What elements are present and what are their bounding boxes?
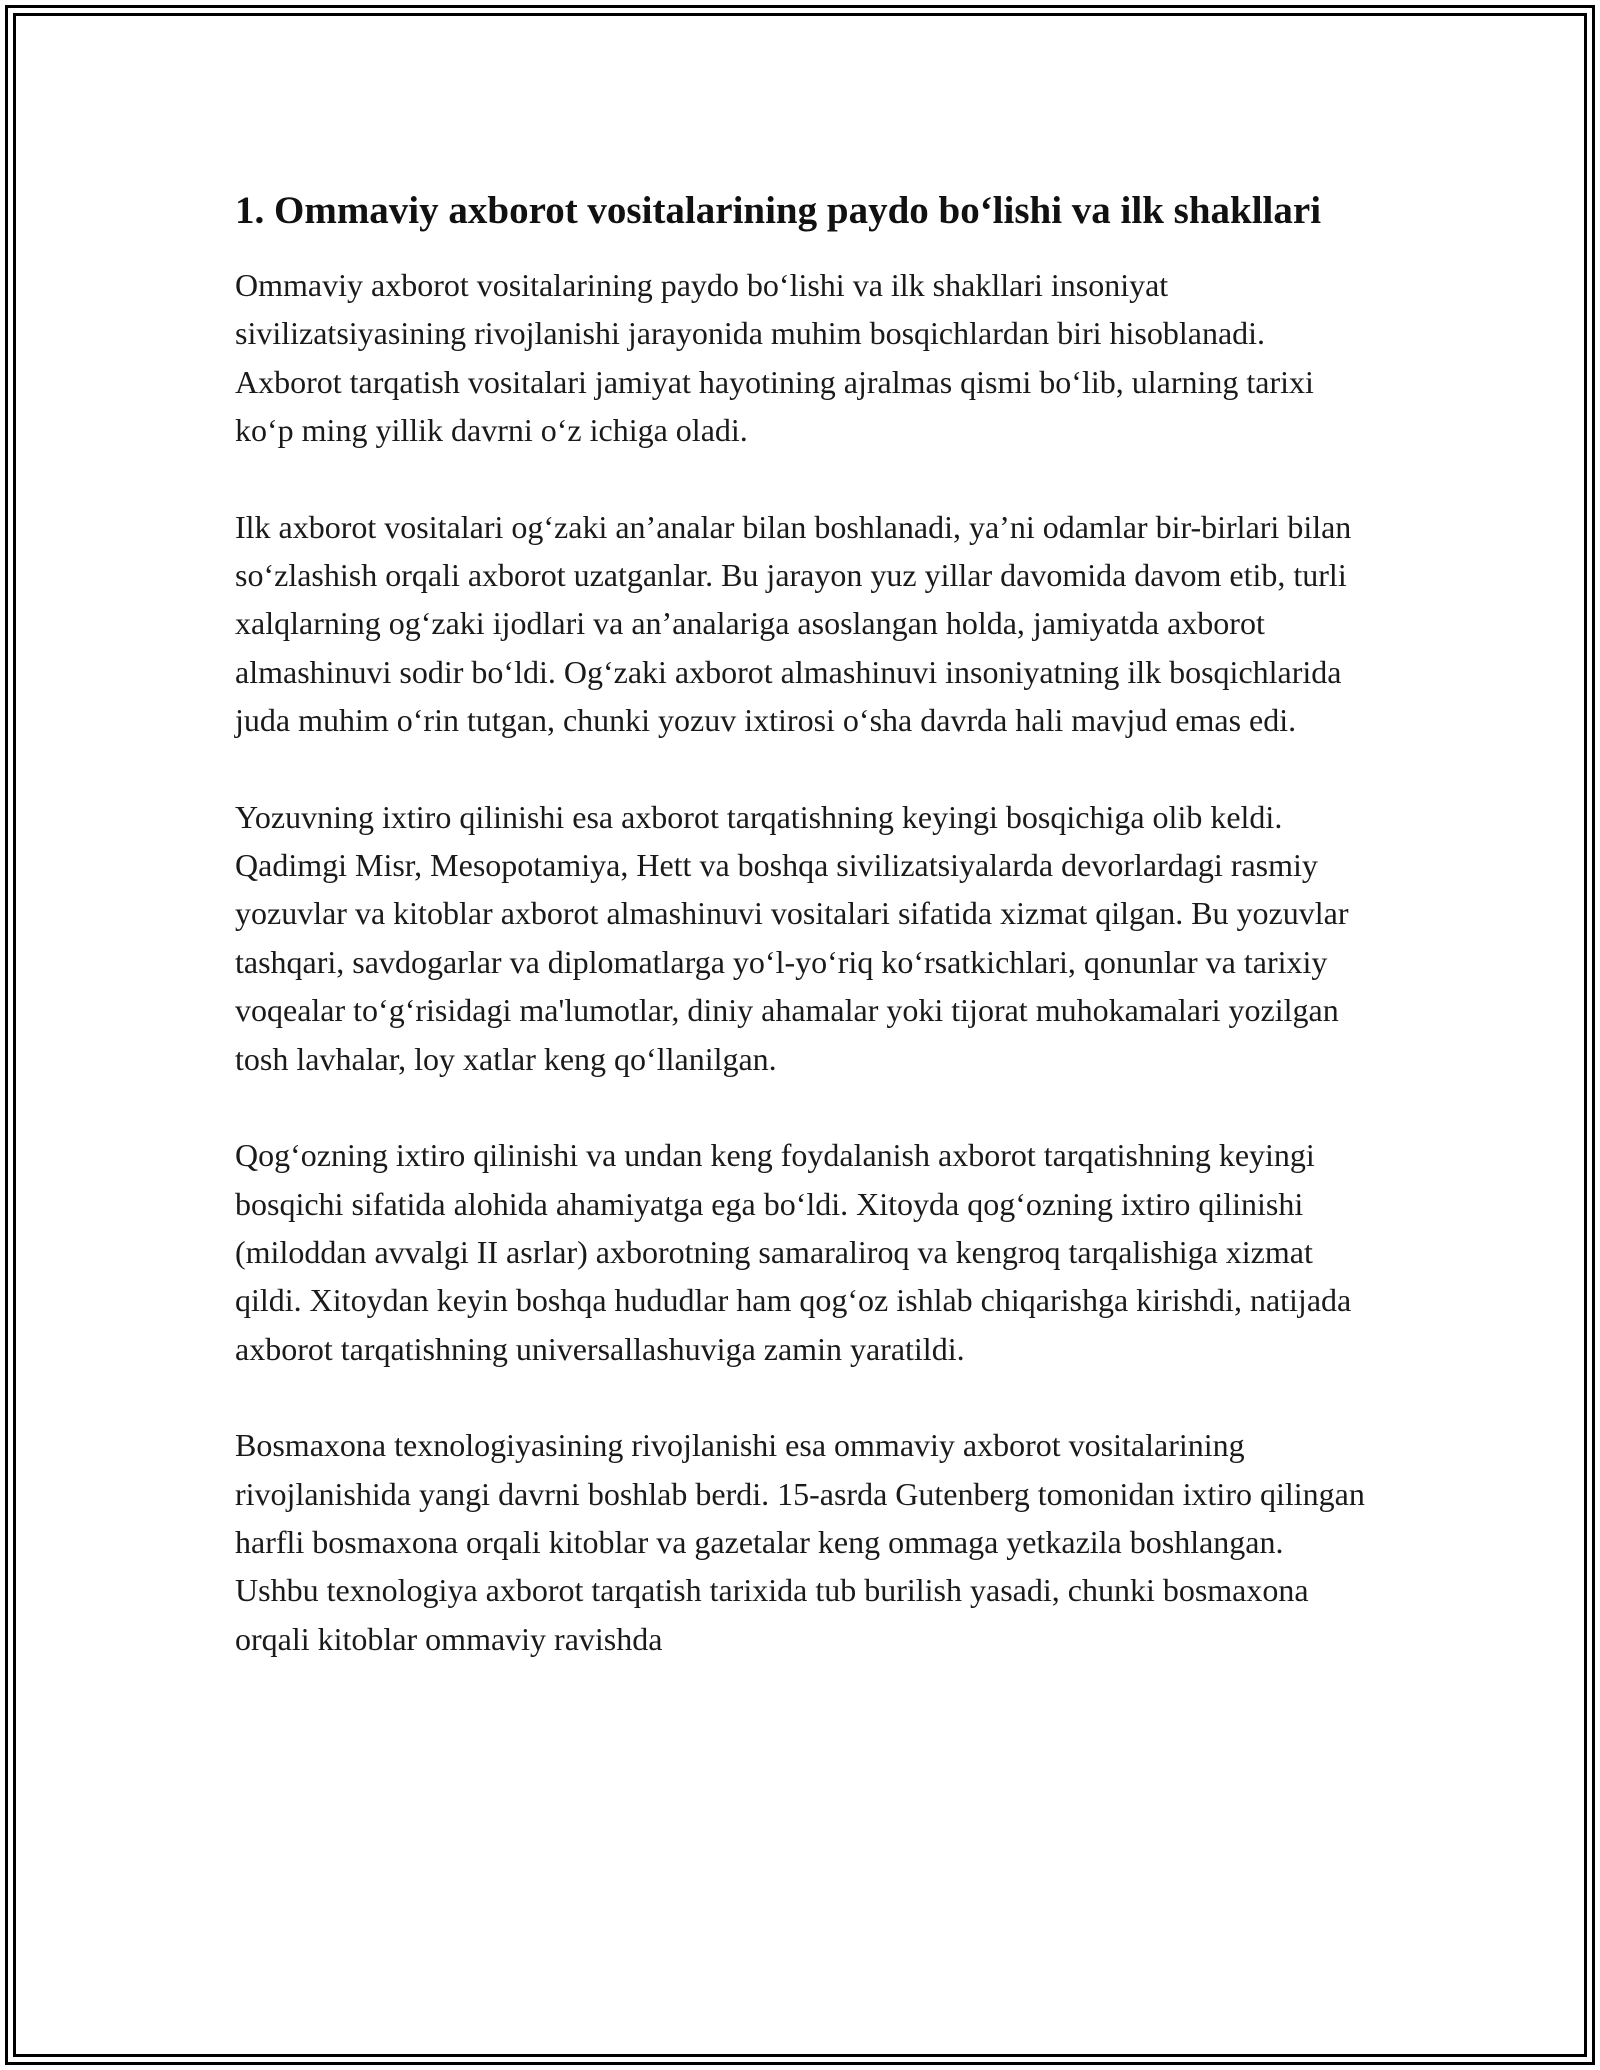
paragraph-3: Yozuvning ixtiro qilinishi esa axborot tarqatishning keyingi bosqichiga olib keldi. Qadimgi Misr, Mesopotamiya, Hett va boshqa sivilizatsiyalarda devorlardagi rasmiy yozuvlar va kitoblar axborot almashinuvi vositalari sifatida xizmat qilgan. Bu yozuvlar tashqari, savdogarlar va diplomatlarga yo‘l-yo‘riq ko‘rsatkichlari, qonunlar va tarixiy voqealar to‘g‘risidagi ma'lumotlar, diniy ahamalar yoki tijorat muhokamalari yozilgan tosh lavhalar, loy xatlar keng qo‘llanilgan. bbox=[235, 798, 1349, 1077]
section-heading: 1. Ommaviy axborot vositalarining paydo bo‘lishi va ilk shakllari bbox=[235, 189, 1322, 232]
paragraph-2: Ilk axborot vositalari og‘zaki an’analar bilan boshlanadi, ya’ni odamlar bir-birlari bilan so‘zlashish orqali axborot uzatganlar. Bu jarayon yuz yillar davomida davom etib, turli xalqlarning og‘zaki ijodlari va an’analariga asoslangan holda, jamiyatda axborot almashinuvi sodir bo‘ldi. Og‘zaki axborot almashinuvi insoniyatning ilk bosqichlarida juda muhim o‘rin tutgan, chunki yozuv ixtirosi o‘sha davrda hali mavjud emas edi. bbox=[235, 508, 1352, 739]
paragraph-4: Qog‘ozning ixtiro qilinishi va undan keng foydalanish axborot tarqatishning keyingi bosqichi sifatida alohida ahamiyatga ega bo‘ldi. Xitoyda qog‘ozning ixtiro qilinishi (miloddan avvalgi II asrlar) axborotning samaraliroq va kengroq tarqalishiga xizmat qildi. Xitoydan keyin boshqa hududlar ham qog‘oz ishlab chiqarishga kirishdi, natijada axborot tarqatishning universallashuviga zamin yaratildi. bbox=[235, 1137, 1352, 1367]
document-body bbox=[235, 184, 1370, 1711]
paragraph-1: Ommaviy axborot vositalarining paydo bo‘lishi va ilk shakllari insoniyat sivilizatsiyasining rivojlanishi jarayonida muhim bosqichlardan biri hisoblanadi. Axborot tarqatish vositalari jamiyat hayotining ajralmas qismi bo‘lib, ularning tarixi ko‘p ming yillik davrni o‘z ichiga oladi. bbox=[235, 267, 1314, 449]
paragraph-5: Bosmaxona texnologiyasining rivojlanishi esa ommaviy axborot vositalarining rivojlanishida yangi davrni boshlab berdi. 15-asrda Gutenberg tomonidan ixtiro qilingan harfli bosmaxona orqali kitoblar va gazetalar keng ommaga yetkazila boshlangan. Ushbu texnologiya axborot tarqatish tarixida tub burilish yasadi, chunki bosmaxona orqali kitoblar ommaviy ravishda bbox=[235, 1427, 1365, 1657]
